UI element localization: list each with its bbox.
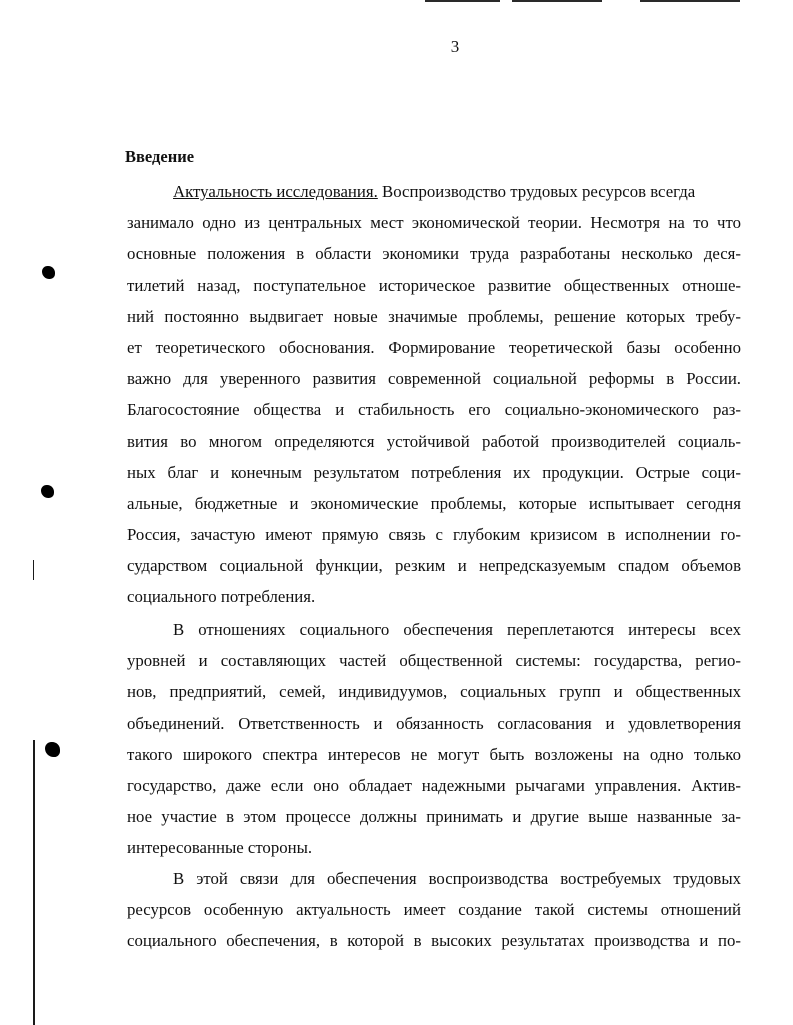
paragraph-line: такого широкого спектра интересов не могут быть возложены на одно только — [127, 744, 741, 764]
paragraph-line: Благосостояние общества и стабильность его социально-экономического раз- — [127, 400, 741, 420]
paragraph-line — [127, 176, 741, 207]
paragraph-line: основные положения в области экономики труда разработаны несколько деся- — [127, 244, 741, 264]
paragraph-line: вития во многом определяются устойчивой работой производителей социаль- — [127, 431, 741, 451]
punch-hole-mark — [41, 485, 54, 498]
paragraph-1 — [127, 176, 741, 613]
paragraph-line: социального потребления. — [127, 587, 316, 607]
paragraph-line-text: Воспроизводство трудовых ресурсов всегда — [377, 182, 696, 201]
paragraph-line: тилетий назад, поступательное историческое развитие общественных отноше- — [127, 275, 741, 295]
paragraph-line: ет теоретического обоснования. Формирование теоретической базы особенно — [127, 337, 741, 357]
scan-artifact-top-line — [425, 0, 500, 2]
page-number: 3 — [450, 37, 460, 56]
paragraph-line: занимало одно из центральных мест экономической теории. Несмотря на то что — [127, 213, 741, 233]
paragraph-line: социального обеспечения, в которой в высоких результатах производства и по- — [127, 931, 741, 951]
paragraph-line: ресурсов особенную актуальность имеет создание такой системы отношений — [127, 900, 741, 920]
paragraph-line: ное участие в этом процессе должны принимать и другие выше названные за- — [127, 807, 741, 827]
paragraph-line: государство, даже если оно обладает надежными рычагами управления. Актив- — [127, 775, 741, 795]
scan-artifact-top-line — [512, 0, 602, 2]
paragraph-line: объединений. Ответственность и обязанность согласования и удовлетворения — [127, 713, 741, 733]
paragraph-line: В отношениях социального обеспечения переплетаются интересы всех — [173, 620, 741, 639]
paragraph-3 — [127, 863, 741, 957]
paragraph-line: интересованные стороны. — [127, 838, 313, 858]
paragraph-line: важно для уверенного развития современной социальной реформы в России. — [127, 369, 741, 389]
paragraph-line: нов, предприятий, семей, индивидуумов, социальных групп и общественных — [127, 682, 741, 702]
paragraph-line: уровней и составляющих частей общественной системы: государства, регио- — [127, 651, 741, 671]
scan-artifact-top-line — [640, 0, 740, 2]
paragraph-line: сударством социальной функции, резким и непредсказуемым спадом объемов — [127, 556, 741, 576]
punch-hole-mark — [45, 742, 60, 757]
paragraph-line: альные, бюджетные и экономические проблемы, которые испытывает сегодня — [127, 493, 741, 513]
paragraph-line: В этой связи для обеспечения воспроизводства востребуемых трудовых — [173, 869, 741, 888]
scan-artifact-left-edge — [33, 560, 34, 580]
section-heading: Введение — [125, 147, 195, 166]
paragraph-line: ных благ и конечным результатом потребления их продукции. Острые соци- — [127, 462, 741, 482]
scan-artifact-left-edge — [33, 740, 35, 1025]
paragraph-line: Россия, зачастую имеют прямую связь с глубоким кризисом в исполнении го- — [127, 525, 741, 545]
paragraph-line: ний постоянно выдвигает новые значимые проблемы, решение которых требу- — [127, 306, 741, 326]
paragraph-lead-underlined: Актуальность исследования. — [173, 182, 378, 201]
paragraph-2 — [127, 614, 741, 864]
punch-hole-mark — [42, 266, 55, 279]
